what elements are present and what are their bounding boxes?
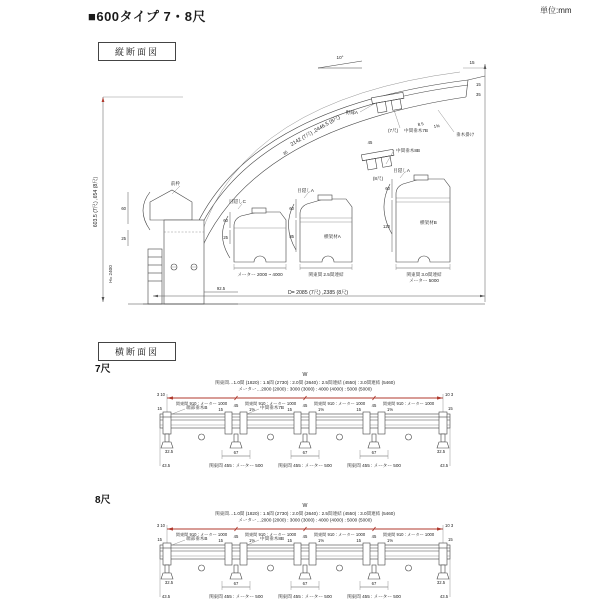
edge-dim-left: 3 10: [156, 523, 165, 528]
profile1-top-label: 目隠しC: [228, 199, 246, 204]
page-title: ■600タイプ 7・8尺: [88, 9, 206, 24]
slope-pct: 1%: [249, 407, 256, 412]
note-7: (7尺): [388, 128, 399, 133]
end-rafter-right: [437, 543, 449, 579]
vertical-section-label: 縦断面図: [98, 42, 176, 61]
span-kanto: 関東間…1.0間 (1820) : 1.5間 (2730) : 2.0間 (3640) : 2.5間連結 (4550) : 3.0間連結 (5460): [215, 511, 395, 516]
cross-section-label: 横断面図: [98, 342, 176, 361]
end-rafter-label: 端部垂木B: [186, 536, 208, 541]
top-right-dim: 15: [469, 60, 475, 65]
dim-32-5: 32.5: [164, 580, 174, 585]
dim-45: 45: [233, 534, 239, 539]
end-rafter-left: [161, 412, 173, 448]
middle-rafter-label: 中間垂木8B: [260, 536, 284, 541]
profile1-dim-a: 60: [223, 218, 228, 223]
dim-32-5: 32.5: [164, 449, 174, 454]
cross-section-7: [155, 370, 455, 482]
note-8: (8尺): [372, 176, 384, 181]
module-dim: 関東間 910 : メーター 1000: [382, 401, 435, 406]
dim-15: 15: [287, 538, 292, 543]
module-dim: 関東間 910 : メーター 1000: [175, 532, 228, 537]
profile2-dim-a: 60: [289, 206, 294, 211]
dim-32-5: 32.5: [436, 449, 446, 454]
dim-43-5: 43.5: [439, 594, 449, 599]
nobuchi-label: 野縁A: [345, 110, 358, 115]
post-height: H= 2400: [108, 265, 113, 283]
profile3-caption: 関東間 3.0間連結: [406, 272, 442, 277]
bay-caption: 関東間 455 : メーター 500: [347, 463, 401, 468]
profile3-dim-b: 120: [383, 224, 390, 229]
roof-angle: [318, 55, 362, 68]
profile1-caption: メーター 2000 ~ 4000: [237, 272, 283, 277]
bay-caption: 関東間 455 : メーター 500: [278, 463, 332, 468]
height-dimension: 603.5 (7尺) ,654 (8尺): [93, 176, 99, 228]
rafter-dim: 45: [367, 140, 373, 145]
slope-pct: 1%: [318, 538, 325, 543]
right-dim-lower: 35: [476, 92, 481, 97]
dim-15: 15: [157, 406, 162, 411]
slope-offset: 8.5: [417, 121, 424, 127]
profile2-dim-b: 85: [289, 234, 294, 239]
post-dim-a: 60: [121, 206, 126, 211]
total-depth-dim: D= 2085 (7尺) ,2385 (8尺): [287, 290, 349, 296]
module-dim: 関東間 910 : メーター 1000: [313, 401, 366, 406]
dim-45: 45: [371, 534, 377, 539]
edge-dim-left: 3 10: [156, 392, 165, 397]
svg-text:10°: 10°: [336, 55, 344, 60]
beam-profile-1: [222, 204, 286, 270]
bay-caption: 関東間 455 : メーター 500: [278, 594, 332, 599]
slope-pct: 1%: [318, 407, 325, 412]
vertical-section-drawing: [88, 52, 593, 334]
profile2-top-label: 目隠しA: [297, 188, 314, 193]
cross-section-8: [155, 501, 455, 600]
module-dim: 関東間 910 : メーター 1000: [244, 401, 297, 406]
unit-note: 単位:mm: [540, 6, 572, 15]
dim-45: 45: [233, 403, 239, 408]
post-dim-b: 25: [121, 236, 126, 241]
edge-dim-right: 10 3: [445, 523, 454, 528]
dim-67: 67: [371, 450, 377, 455]
chukan-7-label: 中間垂木7B: [404, 128, 428, 133]
dim-45: 45: [302, 403, 308, 408]
dim-15: 15: [287, 407, 292, 412]
profile3-caption2: メーター 5000: [409, 278, 439, 283]
dim-43-5: 43.5: [161, 594, 171, 599]
profile2-caption: 関東間 2.5間連結: [308, 272, 344, 277]
edge-dim-right: 10 3: [445, 392, 454, 397]
dim-67: 67: [233, 581, 239, 586]
dim-15: 15: [218, 407, 223, 412]
dim-67: 67: [302, 450, 308, 455]
dim-43-5: 43.5: [439, 463, 449, 468]
w-label: W: [302, 372, 308, 378]
bay-caption: 関東間 455 : メーター 500: [209, 594, 263, 599]
profile1-dim-b: 25: [223, 235, 228, 240]
end-rafter-right: [437, 412, 449, 448]
span-meter: メーター…2000 (2000) : 3000 (3000) : 4000 (4000) : 5000 (5000): [238, 386, 372, 392]
leader: [172, 409, 185, 414]
dim-15: 15: [157, 537, 162, 542]
variant-label-8: 8尺: [95, 495, 111, 506]
dim-15: 15: [356, 407, 361, 412]
module-dim: 関東間 910 : メーター 1000: [382, 532, 435, 537]
beam-profile-3: [384, 173, 450, 270]
dim-67: 67: [302, 581, 308, 586]
rafter-detail-lower: [361, 149, 395, 170]
span-meter: メーター…2000 (2000) : 3000 (3000) : 4000 (4000) : 5000 (5000): [238, 517, 372, 523]
dim-32-5: 32.5: [436, 580, 446, 585]
tarukigake-label: 垂木掛け: [456, 132, 475, 137]
dim-15: 15: [448, 537, 453, 542]
span-kanto: 関東間…1.0間 (1820) : 1.5間 (2730) : 2.0間 (3640) : 2.5間連結 (4550) : 3.0間連結 (5460): [215, 380, 395, 385]
module-dim: 関東間 910 : メーター 1000: [313, 532, 366, 537]
arc-length-dim: 2142 (7尺) ,2446.5 (8尺): [289, 114, 342, 148]
module-dim: 関東間 910 : メーター 1000: [244, 532, 297, 537]
rafter-detail-upper: [371, 92, 405, 113]
profile2-inner-label: 横架材A: [324, 234, 341, 239]
chukan-8-label: 中間垂木8B: [396, 148, 420, 153]
slope-pct: 1%: [387, 538, 394, 543]
dim-15: 15: [448, 406, 453, 411]
roof-panel: [160, 545, 450, 559]
variant-label-7: 7尺: [95, 364, 111, 375]
end-rafter-label: 端部垂木B: [186, 405, 208, 410]
panel-dim: 35: [281, 149, 289, 157]
bay-caption: 関東間 455 : メーター 500: [209, 463, 263, 468]
beam-profile-2: [288, 193, 352, 270]
dim-67: 67: [371, 581, 377, 586]
profile3-inner-label: 横架材B: [420, 220, 437, 225]
leader: [172, 540, 185, 545]
dim-15: 15: [356, 538, 361, 543]
bay-caption: 関東間 455 : メーター 500: [347, 594, 401, 599]
dim-45: 45: [371, 403, 377, 408]
middle-rafter-label: 中間垂木7B: [260, 405, 284, 410]
dim-43-5: 43.5: [161, 463, 171, 468]
dim-45: 45: [302, 534, 308, 539]
slope-pct: 1%: [433, 123, 441, 129]
roof-panel: [160, 414, 450, 428]
dim-15: 15: [218, 538, 223, 543]
slope-pct: 1%: [387, 407, 394, 412]
dim-67: 67: [233, 450, 239, 455]
w-label: W: [302, 503, 308, 509]
slope-pct: 1%: [249, 538, 256, 543]
end-rafter-left: [161, 543, 173, 579]
post-offset: 92.5: [216, 286, 226, 291]
profile3-top-label: 目隠しA: [393, 168, 410, 173]
module-dim: 関東間 910 : メーター 1000: [175, 401, 228, 406]
maewaku-label: 前枠: [170, 181, 180, 186]
profile3-dim-a: 60: [385, 186, 390, 191]
right-dim-upper: 15: [476, 82, 481, 87]
